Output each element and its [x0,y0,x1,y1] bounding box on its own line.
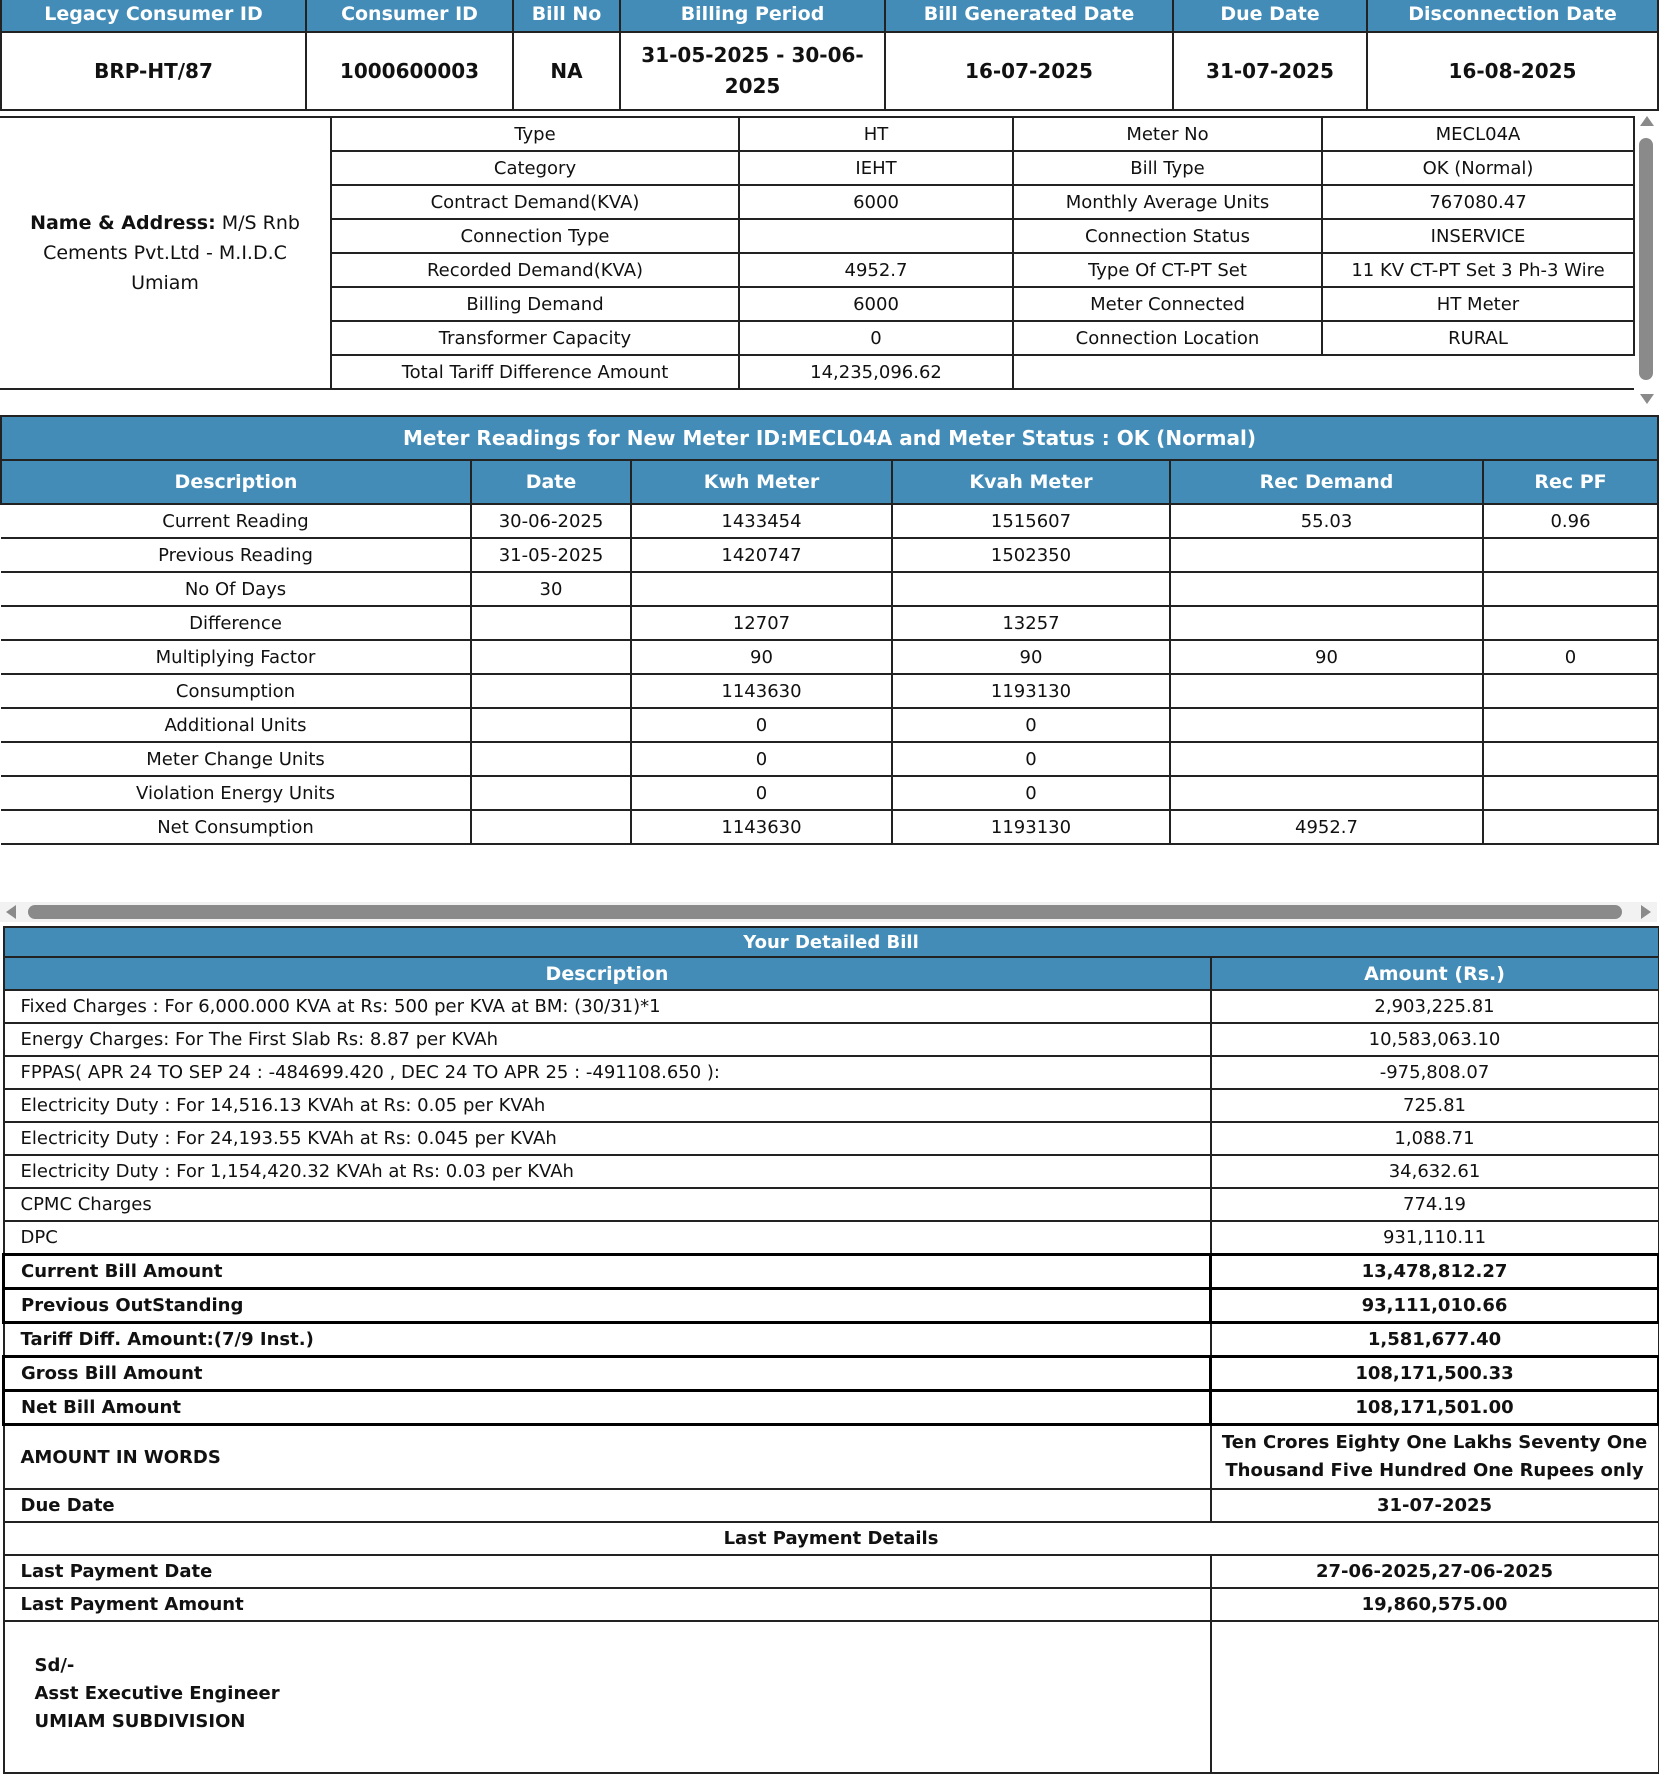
last-payment-title: Last Payment Details [4,1522,1659,1555]
kwh-value: 1143630 [631,810,892,844]
horizontal-scroll-thumb[interactable] [28,905,1622,919]
detailed-bill-title: Your Detailed Bill [4,927,1659,957]
amount-in-words-label: AMOUNT IN WORDS [4,1425,1211,1490]
charge-row [4,1089,1659,1122]
info-value: 6000 [739,287,1013,321]
signature-title: Asst Executive Engineer [34,1683,280,1704]
reading-description: Multiplying Factor [1,640,471,674]
charge-amount: 2,903,225.81 [1211,990,1659,1023]
kwh-value: 0 [631,742,892,776]
bill-summary-table [0,0,1659,111]
info-value: OK (Normal) [1322,151,1634,185]
charge-amount: 10,583,063.10 [1211,1023,1659,1056]
info-label: Recorded Demand(KVA) [331,253,739,287]
billing-period: 31-05-2025 - 30-06-2025 [620,32,885,110]
info-label: Type [331,117,739,151]
header-bill-generated-date: Bill Generated Date [885,0,1173,32]
rec-demand-value [1170,572,1483,606]
bill-no: NA [513,32,620,110]
previous-outstanding-amount: 93,111,010.66 [1211,1289,1659,1323]
kwh-value: 0 [631,708,892,742]
last-payment-title-row [4,1522,1659,1555]
name-address-label: Name & Address: [30,212,216,234]
reading-description: Meter Change Units [1,742,471,776]
charge-description: Electricity Duty : For 14,516.13 KVAh at Rs: 0.05 per KVAh [4,1089,1211,1122]
kvah-value: 1193130 [892,810,1170,844]
rec-pf-value [1483,776,1658,810]
scroll-left-arrow-icon[interactable] [6,905,16,919]
signature-office: UMIAM SUBDIVISION [34,1711,246,1732]
reading-description: Previous Reading [1,538,471,572]
scroll-down-arrow-icon[interactable] [1640,394,1654,404]
kwh-value: 90 [631,640,892,674]
bill-due-date: 31-07-2025 [1211,1489,1659,1522]
table-row [1,776,1658,810]
last-payment-date-row [4,1555,1659,1588]
info-label: Meter No [1013,117,1322,151]
table-row [1,708,1658,742]
due-date: 31-07-2025 [1173,32,1367,110]
charge-row [4,1221,1659,1255]
gross-bill-row [4,1357,1659,1391]
consumer-id: 1000600003 [306,32,513,110]
info-label: Billing Demand [331,287,739,321]
tariff-diff-amount: 1,581,677.40 [1211,1323,1659,1357]
info-label: Connection Location [1013,321,1322,355]
meter-header-row [1,460,1658,504]
summary-values-row [1,32,1658,110]
rec-pf-value [1483,810,1658,844]
rec-pf-value [1483,606,1658,640]
rec-demand-value [1170,776,1483,810]
current-bill-label: Current Bill Amount [4,1255,1211,1289]
bill-header-row [4,957,1659,990]
kvah-value: 1502350 [892,538,1170,572]
reading-date [471,640,631,674]
charge-amount: 931,110.11 [1211,1221,1659,1255]
reading-description: Current Reading [1,504,471,538]
amount-in-words-row [4,1425,1659,1490]
header-billing-period: Billing Period [620,0,885,32]
info-value: HT [739,117,1013,151]
kvah-value: 0 [892,776,1170,810]
rec-pf-value [1483,708,1658,742]
table-row [1,538,1658,572]
header-amount: Amount (Rs.) [1211,957,1659,990]
reading-date: 31-05-2025 [471,538,631,572]
disconnection-date: 16-08-2025 [1367,32,1658,110]
kvah-value: 1515607 [892,504,1170,538]
rec-demand-value: 55.03 [1170,504,1483,538]
table-row [1,504,1658,538]
reading-date [471,742,631,776]
rec-pf-value [1483,572,1658,606]
detailed-bill-table [2,926,1659,1774]
reading-date [471,606,631,640]
previous-outstanding-label: Previous OutStanding [4,1289,1211,1323]
vertical-scrollbar[interactable] [1638,116,1656,404]
info-label: Category [331,151,739,185]
table-row [1,606,1658,640]
reading-date: 30 [471,572,631,606]
kwh-value: 0 [631,776,892,810]
net-bill-row [4,1391,1659,1425]
charge-amount: 725.81 [1211,1089,1659,1122]
reading-description: Additional Units [1,708,471,742]
charge-row [4,1056,1659,1089]
info-value: 4952.7 [739,253,1013,287]
meter-readings-table [0,415,1659,845]
info-value: HT Meter [1322,287,1634,321]
charge-description: Electricity Duty : For 24,193.55 KVAh at Rs: 0.045 per KVAh [4,1122,1211,1155]
vertical-scroll-thumb[interactable] [1639,138,1653,380]
reading-description: Violation Energy Units [1,776,471,810]
rec-demand-value: 90 [1170,640,1483,674]
name-address-cell [0,117,331,389]
rec-demand-value [1170,538,1483,572]
rec-pf-value [1483,742,1658,776]
due-date-label: Due Date [4,1489,1211,1522]
last-payment-amount-label: Last Payment Amount [4,1588,1211,1621]
header-consumer-id: Consumer ID [306,0,513,32]
charge-description: CPMC Charges [4,1188,1211,1221]
last-payment-amount-row [4,1588,1659,1621]
last-payment-amount: 19,860,575.00 [1211,1588,1659,1621]
info-row [0,117,1634,151]
charge-description: FPPAS( APR 24 TO SEP 24 : -484699.420 , DEC 24 TO APR 25 : -491108.650 ): [4,1056,1211,1089]
net-bill-label: Net Bill Amount [4,1391,1211,1425]
charge-amount: -975,808.07 [1211,1056,1659,1089]
consumer-info-table [0,116,1635,390]
info-value: MECL04A [1322,117,1634,151]
charge-description: DPC [4,1221,1211,1255]
table-row [1,810,1658,844]
charge-amount: 1,088.71 [1211,1122,1659,1155]
table-row [1,674,1658,708]
info-value: RURAL [1322,321,1634,355]
scroll-up-arrow-icon[interactable] [1640,116,1654,126]
info-label: Transformer Capacity [331,321,739,355]
header-rec-demand: Rec Demand [1170,460,1483,504]
reading-description: Net Consumption [1,810,471,844]
previous-outstanding-row [4,1289,1659,1323]
charge-amount: 34,632.61 [1211,1155,1659,1188]
rec-demand-value [1170,674,1483,708]
info-label: Contract Demand(KVA) [331,185,739,219]
kvah-value: 0 [892,708,1170,742]
table-row [1,640,1658,674]
signature-empty-cell [1211,1621,1659,1773]
kwh-value: 12707 [631,606,892,640]
info-value: 6000 [739,185,1013,219]
charge-amount: 774.19 [1211,1188,1659,1221]
info-empty-cell [1013,355,1634,389]
header-disconnection-date: Disconnection Date [1367,0,1658,32]
info-label: Bill Type [1013,151,1322,185]
info-label: Meter Connected [1013,287,1322,321]
info-label: Total Tariff Difference Amount [331,355,739,389]
kvah-value: 13257 [892,606,1170,640]
reading-description: No Of Days [1,572,471,606]
tariff-diff-row [4,1323,1659,1357]
summary-header-row [1,0,1658,32]
rec-pf-value [1483,538,1658,572]
charge-row [4,990,1659,1023]
header-date: Date [471,460,631,504]
name-address-value: M/S Rnb Cements Pvt.Ltd - M.I.D.C Umiam [43,212,300,294]
table-row [1,742,1658,776]
charge-description: Energy Charges: For The First Slab Rs: 8.87 per KVAh [4,1023,1211,1056]
info-value: 767080.47 [1322,185,1634,219]
info-value: 14,235,096.62 [739,355,1013,389]
info-value: INSERVICE [1322,219,1634,253]
header-legacy-consumer-id: Legacy Consumer ID [1,0,306,32]
info-value: 11 KV CT-PT Set 3 Ph-3 Wire [1322,253,1634,287]
rec-demand-value [1170,606,1483,640]
bill-generated-date: 16-07-2025 [885,32,1173,110]
kwh-value [631,572,892,606]
kvah-value: 90 [892,640,1170,674]
gross-bill-amount: 108,171,500.33 [1211,1357,1659,1391]
kvah-value: 1193130 [892,674,1170,708]
info-value [739,219,1013,253]
info-label: Connection Status [1013,219,1322,253]
kvah-value [892,572,1170,606]
charge-description: Fixed Charges : For 6,000.000 KVA at Rs: 500 per KVA at BM: (30/31)*1 [4,990,1211,1023]
reading-description: Difference [1,606,471,640]
header-bill-no: Bill No [513,0,620,32]
rec-pf-value: 0.96 [1483,504,1658,538]
reading-date: 30-06-2025 [471,504,631,538]
kwh-value: 1433454 [631,504,892,538]
info-label: Type Of CT-PT Set [1013,253,1322,287]
reading-date [471,776,631,810]
amount-in-words: Ten Crores Eighty One Lakhs Seventy One Thousand Five Hundred One Rupees only [1211,1425,1659,1490]
info-value: 0 [739,321,1013,355]
info-label: Monthly Average Units [1013,185,1322,219]
header-kwh-meter: Kwh Meter [631,460,892,504]
info-value: IEHT [739,151,1013,185]
rec-demand-value: 4952.7 [1170,810,1483,844]
header-bill-description: Description [4,957,1211,990]
last-payment-date: 27-06-2025,27-06-2025 [1211,1555,1659,1588]
kwh-value: 1420747 [631,538,892,572]
current-bill-amount: 13,478,812.27 [1211,1255,1659,1289]
legacy-consumer-id: BRP-HT/87 [1,32,306,110]
due-date-row [4,1489,1659,1522]
charge-row [4,1155,1659,1188]
tariff-diff-label: Tariff Diff. Amount:(7/9 Inst.) [4,1323,1211,1357]
rec-pf-value: 0 [1483,640,1658,674]
scroll-right-arrow-icon[interactable] [1641,905,1651,919]
kwh-value: 1143630 [631,674,892,708]
header-due-date: Due Date [1173,0,1367,32]
current-bill-row [4,1255,1659,1289]
info-label: Connection Type [331,219,739,253]
rec-demand-value [1170,742,1483,776]
signature-block [4,1621,1211,1773]
reading-description: Consumption [1,674,471,708]
gross-bill-label: Gross Bill Amount [4,1357,1211,1391]
reading-date [471,674,631,708]
reading-date [471,708,631,742]
net-bill-amount: 108,171,501.00 [1211,1391,1659,1425]
last-payment-date-label: Last Payment Date [4,1555,1211,1588]
charge-row [4,1023,1659,1056]
horizontal-scrollbar[interactable] [0,902,1657,922]
header-description: Description [1,460,471,504]
charge-row [4,1122,1659,1155]
rec-pf-value [1483,674,1658,708]
header-rec-pf: Rec PF [1483,460,1658,504]
charge-description: Electricity Duty : For 1,154,420.32 KVAh at Rs: 0.03 per KVAh [4,1155,1211,1188]
table-row [1,572,1658,606]
signature-row [4,1621,1659,1773]
meter-readings-title: Meter Readings for New Meter ID:MECL04A and Meter Status : OK (Normal) [1,416,1658,460]
charge-row [4,1188,1659,1221]
reading-date [471,810,631,844]
header-kvah-meter: Kvah Meter [892,460,1170,504]
rec-demand-value [1170,708,1483,742]
kvah-value: 0 [892,742,1170,776]
signature-sd: Sd/- [34,1655,75,1676]
